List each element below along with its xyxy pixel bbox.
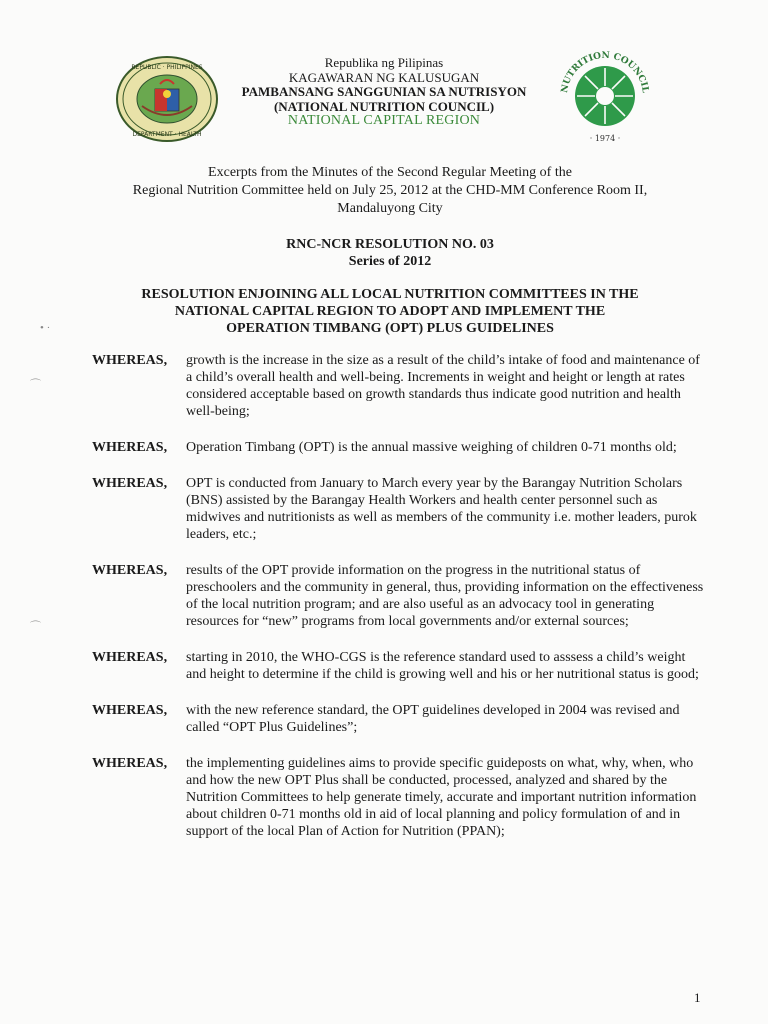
resolution-number: RNC-NCR RESOLUTION NO. 03 <box>286 237 494 252</box>
svg-text:REPUBLIC · PHILIPPINES: REPUBLIC · PHILIPPINES <box>131 64 203 71</box>
clause-text: starting in 2010, the WHO-CGS is the reference standard used to asssess a child’s weight and height to determine if the child is growing well and his or her nutritional status is good; <box>186 650 699 682</box>
clause-keyword: WHEREAS, <box>92 353 168 368</box>
svg-text:NUTRITION COUNCIL: NUTRITION COUNCIL <box>560 50 650 94</box>
letterhead <box>234 56 534 129</box>
resolution-title <box>100 286 680 337</box>
clause-keyword: WHEREAS, <box>92 476 168 491</box>
clause-text: results of the OPT provide information on the progress in the nutritional status of preschoolers and the community in general, thus, providing information on the effectiveness of the local nutrition program; and are also useful as an advocacy tool in generating resources for “new” programs from local governments and/or external sources; <box>186 563 704 629</box>
meeting-excerpt <box>90 164 690 218</box>
excerpt-line: Regional Nutrition Committee held on July 25, 2012 at the CHD-MM Conference Room II, <box>132 183 648 198</box>
svg-text:DEPARTMENT · HEALTH: DEPARTMENT · HEALTH <box>132 131 202 138</box>
whereas-clause <box>92 475 712 543</box>
whereas-clause <box>92 352 712 420</box>
clause-text: OPT is conducted from January to March every year by the Barangay Nutrition Scholars (BNS) assisted by the Barangay Health Workers and health center personnel such as midwives and nutritionists as well as members of the community i.e. mother leaders, purok leaders, etc.; <box>186 476 697 542</box>
resolution-title-line: NATIONAL CAPITAL REGION TO ADOPT AND IMPLEMENT THE <box>174 304 606 319</box>
clause-text: the implementing guidelines aims to provide specific guideposts on what, why, when, who and how the new OPT Plus shall be conducted, processed, analyzed and shared by the Nutrition Committees to help generate timely, accurate and important nutrition information about children 0-71 months old in aid of local planning and policy formulation of and in support of the local Plan of Action for Nutrition (PPAN); <box>186 756 697 839</box>
council-seal-year: · 1974 · <box>589 134 621 143</box>
scan-speck: ⌒ <box>30 621 41 633</box>
department-of-health-seal <box>112 54 222 144</box>
letterhead-line-region: NATIONAL CAPITAL REGION <box>287 113 481 128</box>
excerpt-line: Excerpts from the Minutes of the Second Regular Meeting of the <box>208 165 572 180</box>
whereas-clause <box>92 439 712 456</box>
letterhead-line-council-filipino: PAMBANSANG SANGGUNIAN SA NUTRISYON <box>241 84 527 99</box>
scan-speck: ⌒ <box>30 379 41 391</box>
whereas-clause <box>92 649 712 683</box>
resolution-number-block <box>180 236 600 270</box>
whereas-clause <box>92 755 712 840</box>
resolution-title-line: RESOLUTION ENJOINING ALL LOCAL NUTRITION COMMITTEES IN THE <box>141 287 639 302</box>
resolution-title-line: OPERATION TIMBANG (OPT) PLUS GUIDELINES <box>226 321 554 336</box>
page-number: 1 <box>694 990 701 1005</box>
resolution-series: Series of 2012 <box>348 254 432 269</box>
excerpt-line: Mandaluyong City <box>337 201 443 216</box>
clause-keyword: WHEREAS, <box>92 756 168 771</box>
national-nutrition-council-seal <box>555 46 655 146</box>
clause-text: with the new reference standard, the OPT guidelines developed in 2004 was revised and called “OPT Plus Guidelines”; <box>186 703 680 735</box>
clause-keyword: WHEREAS, <box>92 563 168 578</box>
clause-text: growth is the increase in the size as a result of the child’s intake of food and maintenance of a child’s overall health and well-being. Increments in weight and height or length at rates considered acceptable based on growth standards thus indicate good nutrition and health well-being; <box>186 353 700 419</box>
whereas-clause <box>92 702 712 736</box>
letterhead-line-republic: Republika ng Pilipinas <box>324 55 444 70</box>
clause-text: Operation Timbang (OPT) is the annual massive weighing of children 0-71 months old; <box>186 440 677 455</box>
whereas-clause <box>92 562 712 630</box>
whereas-clauses <box>92 352 712 840</box>
letterhead-line-council-english: (NATIONAL NUTRITION COUNCIL) <box>273 98 495 114</box>
clause-keyword: WHEREAS, <box>92 703 168 718</box>
clause-keyword: WHEREAS, <box>92 650 168 665</box>
letterhead-line-department: KAGAWARAN NG KALUSUGAN <box>288 69 480 85</box>
clause-keyword: WHEREAS, <box>92 440 168 455</box>
scan-speck: • · <box>40 322 51 334</box>
